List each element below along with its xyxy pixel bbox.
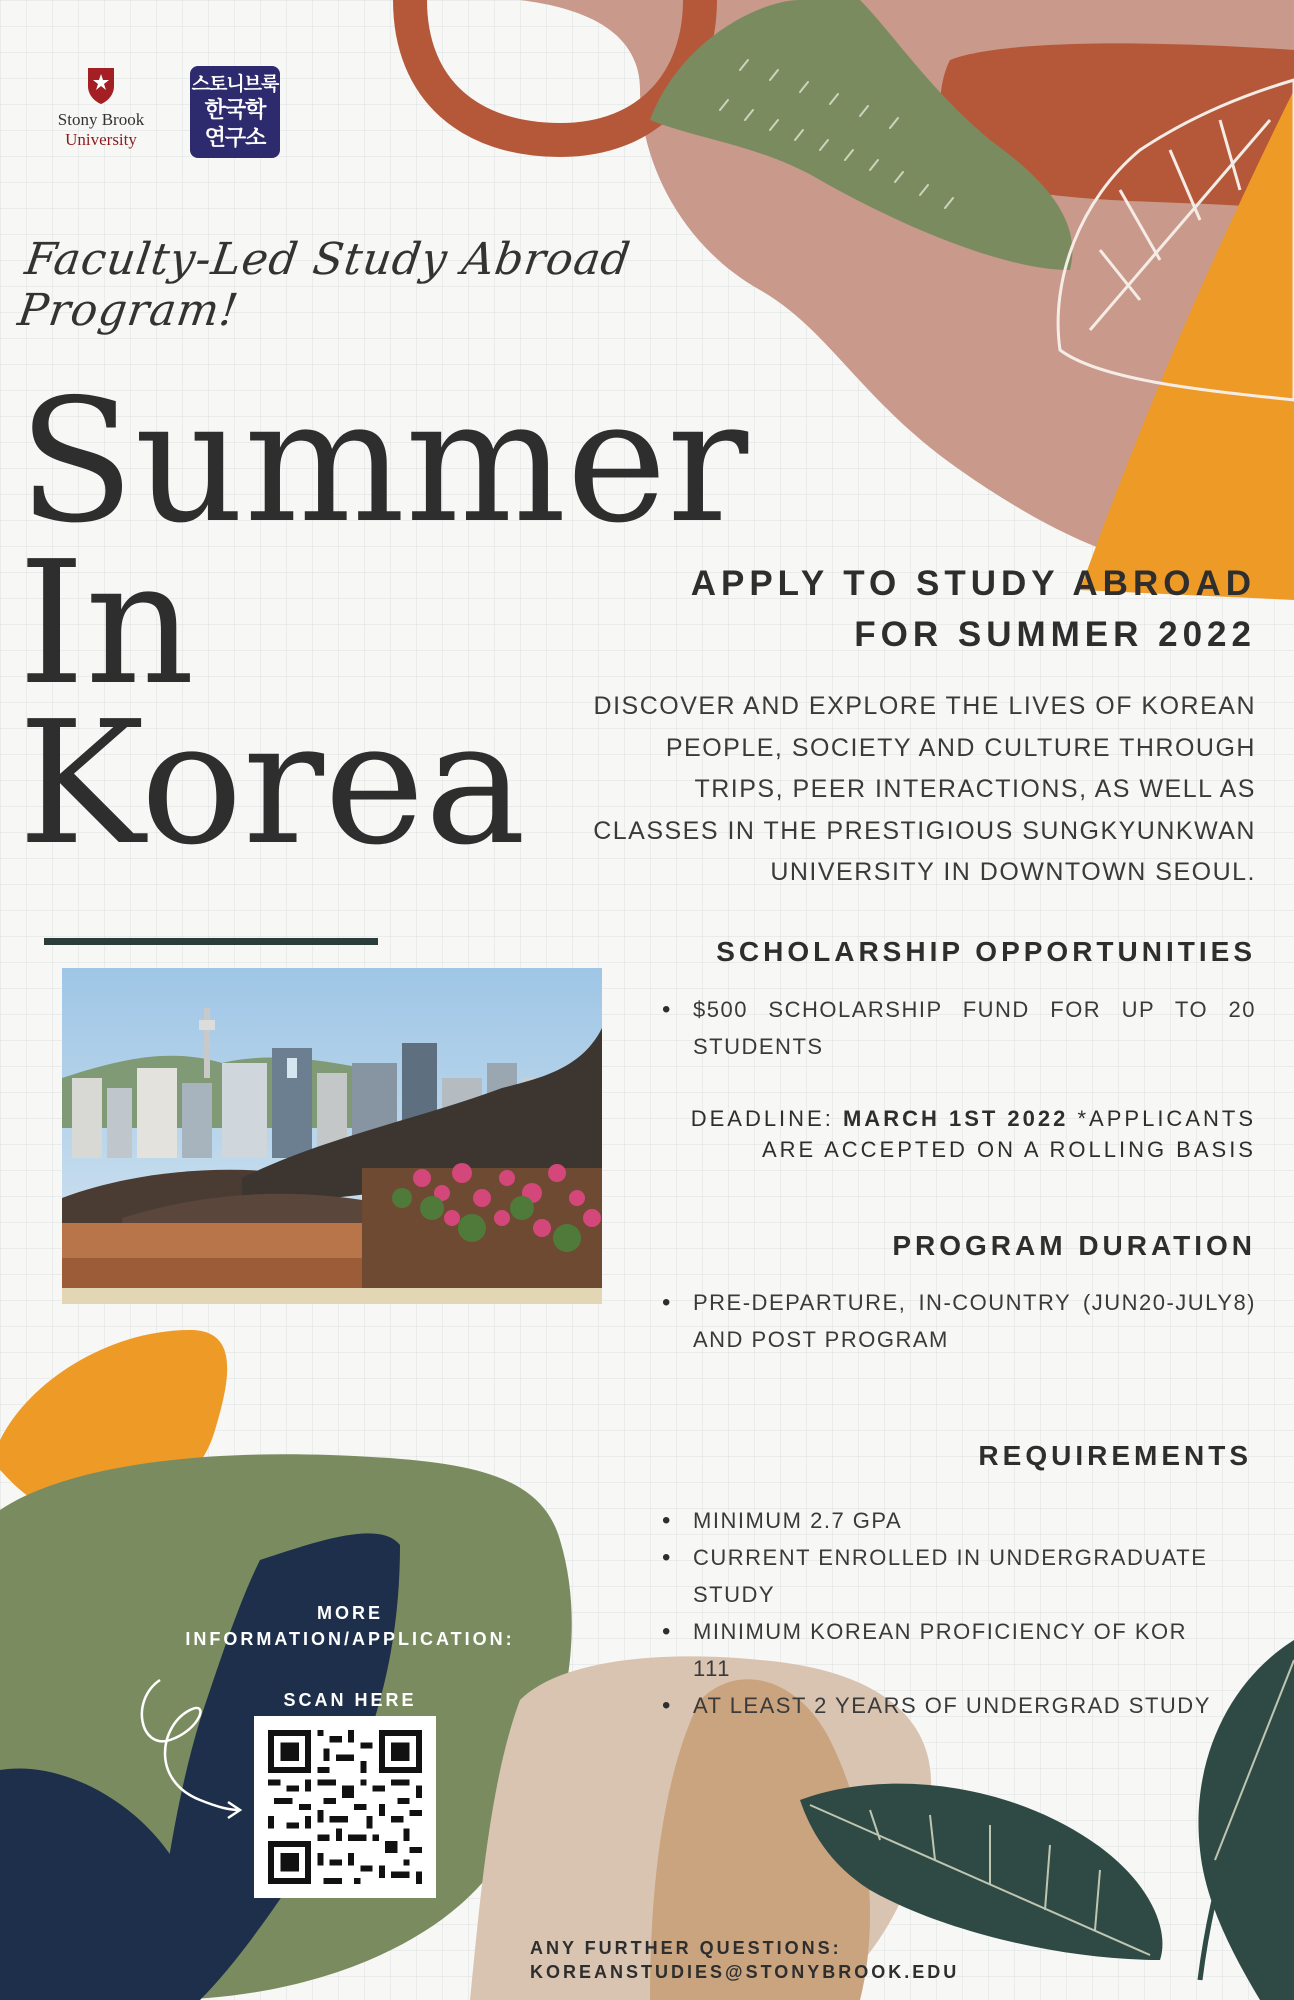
program-description bbox=[556, 686, 1256, 894]
title-line-3: Korea bbox=[18, 685, 527, 883]
description-line1: DISCOVER AND EXPLORE THE LIVES OF KOREAN bbox=[593, 692, 1256, 720]
list-item: • AT LEAST 2 YEARS OF UNDERGRAD STUDY bbox=[660, 1687, 1220, 1724]
apply-heading bbox=[556, 558, 1256, 660]
more-info-line2: INFORMATION/APPLICATION: bbox=[185, 1629, 515, 1649]
stony-brook-logo bbox=[36, 60, 166, 170]
contact-email[interactable]: KOREANSTUDIES@STONYBROOK.EDU bbox=[530, 1962, 960, 1982]
list-item: • CURRENT ENROLLED IN UNDERGRADUATE STUDY bbox=[660, 1539, 1220, 1613]
more-info-label bbox=[150, 1600, 550, 1652]
scholarship-heading: SCHOLARSHIP OPPORTUNITIES bbox=[716, 936, 1256, 967]
apply-heading-line1: APPLY TO STUDY ABROAD bbox=[690, 564, 1256, 603]
requirements-heading: REQUIREMENTS bbox=[978, 1440, 1252, 1471]
scholarship-list bbox=[660, 991, 1256, 1065]
qr-code-icon bbox=[268, 1730, 422, 1884]
deadline-note-1: *APPLICANTS bbox=[1077, 1106, 1256, 1131]
divider-bar bbox=[44, 938, 378, 945]
scan-here-label: SCAN HERE bbox=[283, 1690, 417, 1710]
contact-line1: ANY FURTHER QUESTIONS: bbox=[530, 1938, 842, 1958]
list-item: • $500 SCHOLARSHIP FUND FOR UP TO 20 STUDENTS bbox=[660, 991, 1256, 1065]
more-info-line1: MORE bbox=[317, 1603, 383, 1623]
list-item: • MINIMUM 2.7 GPA bbox=[660, 1502, 1220, 1539]
requirements-list bbox=[660, 1502, 1220, 1724]
deadline-note-2: ARE ACCEPTED ON A ROLLING BASIS bbox=[761, 1137, 1256, 1162]
title-line-2: In bbox=[18, 525, 195, 723]
list-item: • MINIMUM KOREAN PROFICIENCY OF KOR 111 bbox=[660, 1613, 1220, 1687]
korean-studies-logo bbox=[190, 66, 280, 158]
seoul-photo bbox=[62, 968, 602, 1304]
sbu-name-line1: Stony Brook bbox=[57, 110, 145, 129]
description-line5: UNIVERSITY IN DOWNTOWN SEOUL. bbox=[770, 858, 1256, 886]
deadline-label: DEADLINE: bbox=[690, 1106, 834, 1131]
shield-icon bbox=[86, 66, 116, 106]
qr-code[interactable] bbox=[254, 1716, 436, 1898]
duration-heading: PROGRAM DURATION bbox=[892, 1230, 1256, 1261]
korean-logo-line1: 스토니브룩 bbox=[191, 73, 279, 95]
duration-list bbox=[660, 1284, 1256, 1358]
deadline-date: MARCH 1ST 2022 bbox=[842, 1106, 1069, 1131]
korean-logo-line3: 연구소 bbox=[204, 126, 266, 151]
deadline-notice bbox=[556, 1103, 1256, 1165]
description-line4: CLASSES IN THE PRESTIGIOUS SUNGKYUNKWAN bbox=[593, 816, 1256, 845]
sbu-name-line2: University bbox=[65, 130, 137, 149]
tagline: Faculty-Led Study Abroad Program! bbox=[14, 234, 634, 336]
korean-logo-line2: 한국학 bbox=[204, 98, 266, 123]
description-line2: PEOPLE, SOCIETY AND CULTURE THROUGH bbox=[665, 733, 1256, 762]
title-line-1: Summer bbox=[18, 363, 749, 561]
apply-heading-line2: FOR SUMMER 2022 bbox=[854, 615, 1256, 654]
description-line3: TRIPS, PEER INTERACTIONS, AS WELL AS bbox=[694, 775, 1256, 803]
list-item: • PRE-DEPARTURE, IN-COUNTRY (JUN20-JULY8) AND POST PROGRAM bbox=[660, 1284, 1256, 1358]
contact-info bbox=[530, 1936, 1030, 1984]
